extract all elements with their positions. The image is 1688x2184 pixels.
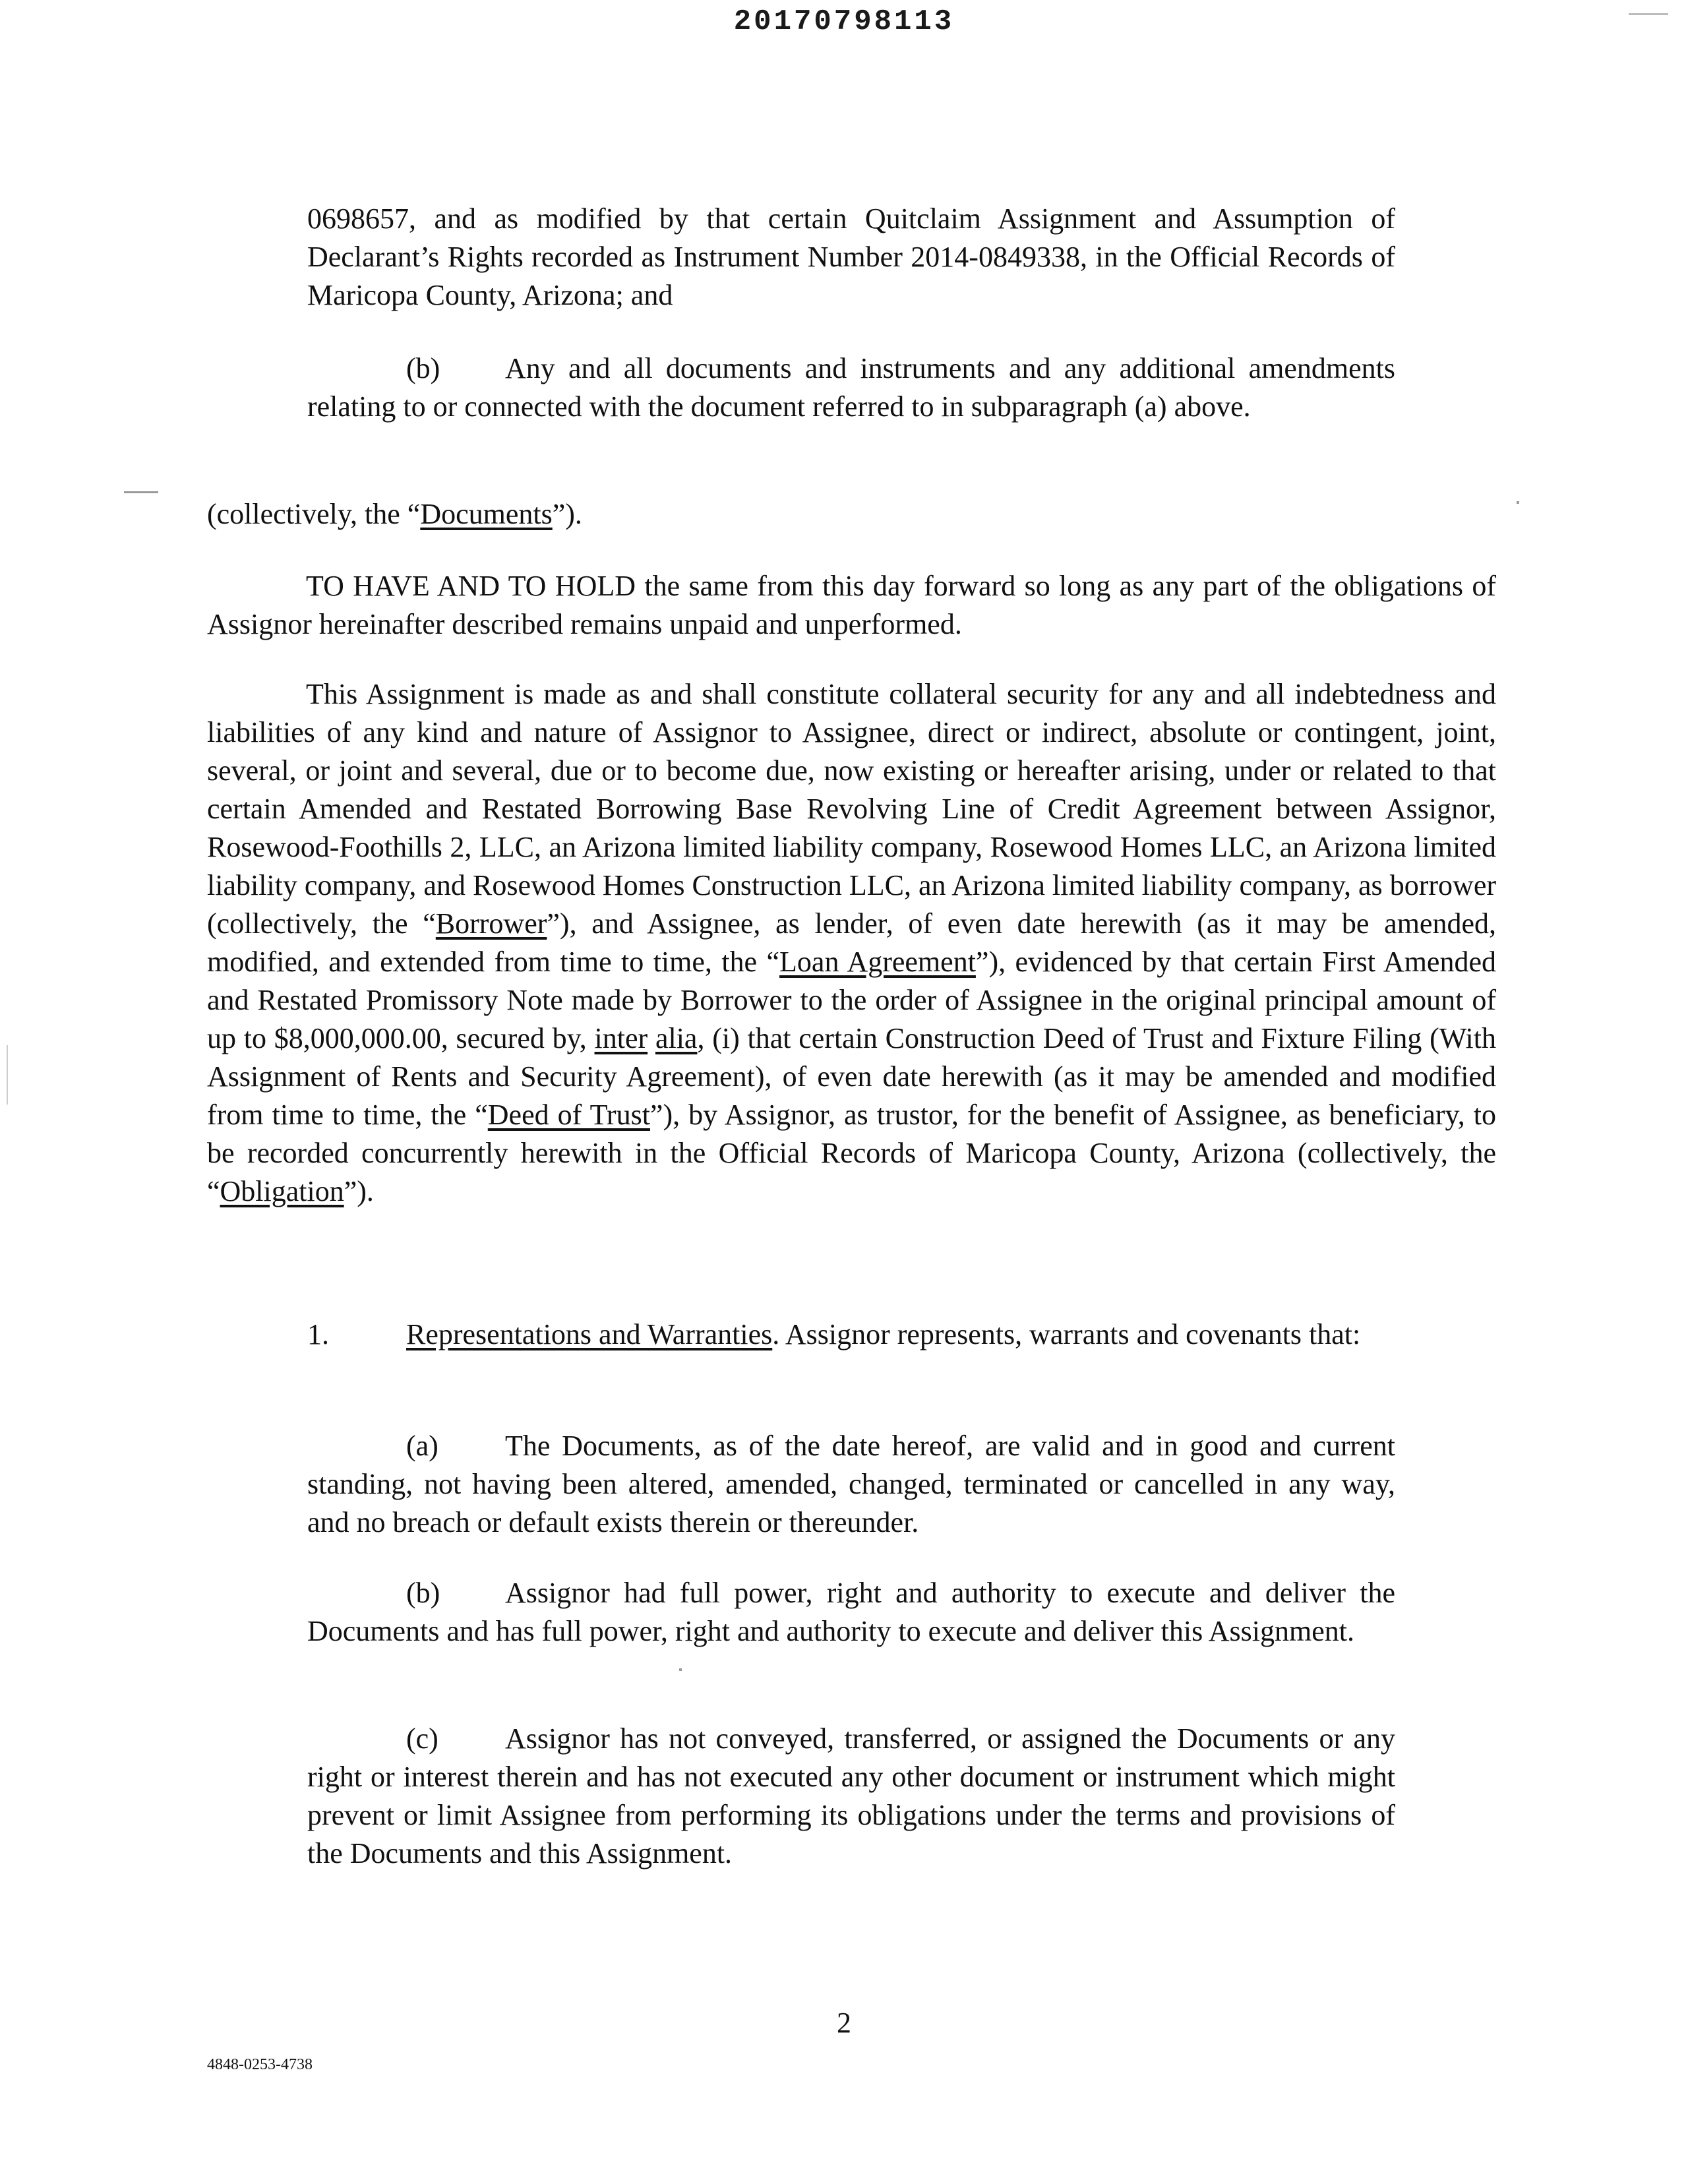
subparagraph-b-authority xyxy=(307,1574,1395,1651)
defined-term-documents: Documents xyxy=(420,498,553,530)
text-run: (collectively, the “ xyxy=(207,498,421,530)
subparagraph-text: Assignor had full power, right and authority to execute and deliver the Documents and has full power, right and authority to execute and deliver this Assignment. xyxy=(307,1577,1395,1647)
habendum-paragraph xyxy=(207,567,1496,644)
text-run: ”). xyxy=(344,1175,374,1207)
section-number: 1. xyxy=(307,1318,329,1350)
collateral-security-paragraph xyxy=(207,675,1496,1211)
section-heading: Representations and Warranties xyxy=(406,1318,773,1350)
scan-mark xyxy=(7,1045,8,1105)
latin-inter: inter xyxy=(594,1022,648,1054)
text-run: ”), evidenced by that certain First Amended and Restated Promissory Note made by Borrower to the order of Assignee in the original principal amount of up to $8,000,000.00, secured by, xyxy=(207,946,1496,1054)
section-text: . Assignor represents, warrants and covenants that: xyxy=(772,1318,1361,1350)
page-number: 2 xyxy=(837,2007,851,2039)
defined-term-deed-of-trust: Deed of Trust xyxy=(487,1099,650,1131)
subparagraph-label: (b) xyxy=(406,1577,440,1609)
scan-mark xyxy=(1629,13,1668,15)
text-run: , (i) that certain Construction Deed of Trust and Fixture Filing (With Assignment of Rents and Security Agreement), of even date herewith (as it may be amended and modified from time to time, the “ xyxy=(207,1022,1496,1131)
paragraph-continuation xyxy=(307,200,1395,315)
document-id: 4848-0253-4738 xyxy=(207,2056,313,2073)
scan-mark xyxy=(1517,501,1519,504)
documents-definition xyxy=(207,495,1496,533)
latin-alia: alia xyxy=(655,1022,698,1054)
paragraph-text: TO HAVE AND TO HOLD the same from this day forward so long as any part of the obligations of Assignor hereinafter described remains unpaid and unperformed. xyxy=(207,570,1496,640)
text-run: ”), by Assignor, as trustor, for the benefit of Assignee, as beneficiary, to be recorded concurrently herewith in the Official Records of Maricopa County, Arizona (collectively, the “ xyxy=(207,1099,1496,1207)
subparagraph-b-documents xyxy=(307,349,1395,426)
section-1-representations xyxy=(307,1316,1496,1354)
subparagraph-label: (a) xyxy=(406,1430,438,1462)
subparagraph-text: Assignor has not conveyed, transferred, or assigned the Documents or any right or interest therein and has not executed any other document or instrument which might prevent or limit Assignee from performing its obligations under the terms and provisions of the Documents and this Assignment. xyxy=(307,1722,1395,1869)
scan-mark xyxy=(124,491,158,493)
subparagraph-text: The Documents, as of the date hereof, are valid and in good and current standing, not having been altered, amended, changed, terminated or cancelled in any way, and no breach or default exists therein or thereunder. xyxy=(307,1430,1395,1538)
subparagraph-label: (b) xyxy=(406,352,440,384)
subparagraph-c-not-conveyed xyxy=(307,1720,1395,1873)
subparagraph-text: Any and all documents and instruments and any additional amendments relating to or connected with the document referred to in subparagraph (a) above. xyxy=(307,352,1395,423)
scan-mark xyxy=(679,1668,682,1671)
subparagraph-a-valid xyxy=(307,1427,1395,1542)
text-run: This Assignment is made as and shall constitute collateral security for any and all indebtedness and liabilities of any kind and nature of Assignor to Assignee, direct or indirect, absolute or contingent, joint, several, or joint and several, due or to become due, now existing or hereafter arising, under or related to that certain Amended and Restated Borrowing Base Revolving Line of Credit Agreement between Assignor, Rosewood-Foothills 2, LLC, an Arizona limited liability company, Rosewood Homes LLC, an Arizona limited liability company, and Rosewood Homes Construction LLC, an Arizona limited liability company, as borrower (collectively, the “ xyxy=(207,678,1496,940)
defined-term-loan-agreement: Loan Agreement xyxy=(779,946,976,978)
subparagraph-label: (c) xyxy=(406,1722,438,1755)
recording-number: 20170798113 xyxy=(733,5,955,38)
defined-term-borrower: Borrower xyxy=(435,907,547,940)
text-run: ”), and Assignee, as lender, of even date herewith (as it may be amended, modified, and extended from time to time, the “ xyxy=(207,907,1496,978)
defined-term-obligation: Obligation xyxy=(220,1175,344,1207)
text-run: ”). xyxy=(552,498,582,530)
paragraph-text: 0698657, and as modified by that certain Quitclaim Assignment and Assumption of Declarant’s Rights recorded as Instrument Number 2014-0849338, in the Official Records of Maricopa County, Arizona; and xyxy=(307,202,1395,311)
